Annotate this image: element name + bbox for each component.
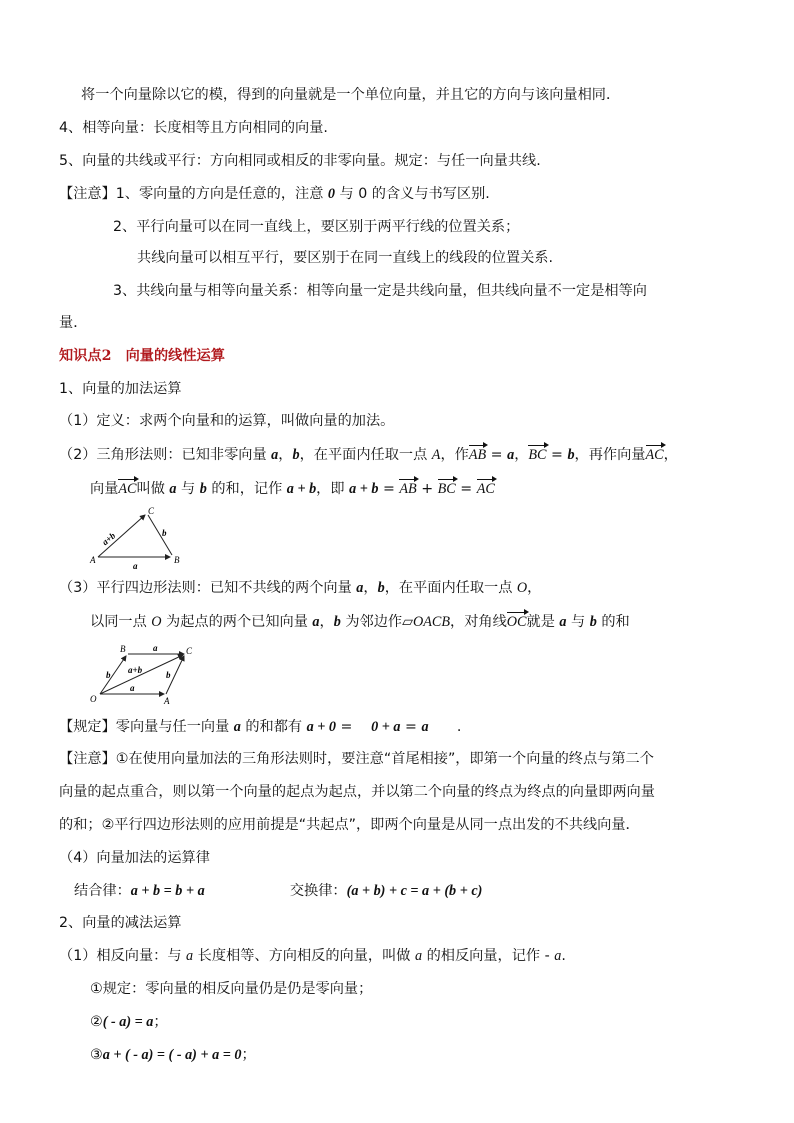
text: ，: [319, 614, 334, 630]
label-top-a: a: [153, 643, 158, 653]
vector-oc: OC: [506, 614, 527, 630]
opposite-vector: [59, 946, 566, 966]
subsection-subtraction: 2、向量的减法运算: [59, 915, 182, 931]
text: 就是: [526, 614, 560, 630]
label-a-plus-b: a+b: [100, 530, 118, 548]
label-bottom-a: a: [130, 683, 135, 693]
vector-a: a: [559, 614, 567, 630]
point-a: A: [431, 447, 441, 463]
edge-bc: [148, 515, 172, 555]
text: .: [428, 719, 462, 735]
text: ；: [241, 1047, 256, 1063]
note-1: [59, 184, 490, 204]
text: 与: [566, 614, 590, 630]
text: ；: [153, 1014, 168, 1030]
triangle-rule-continued: [90, 479, 495, 499]
text: ，: [527, 580, 542, 596]
text: ，在平面内任取一点: [384, 580, 517, 596]
label-b-point: B: [120, 644, 126, 654]
subsection-addition: 1、向量的加法运算: [59, 381, 182, 397]
text: ，: [363, 580, 378, 596]
vector-b: b: [292, 447, 300, 463]
addition-laws-title: （4）向量加法的运算律: [59, 850, 210, 866]
label-o-point: O: [90, 694, 97, 704]
sum-expression: a + b: [286, 481, 317, 497]
label-c-point: C: [186, 646, 193, 656]
text: 向量: [90, 481, 119, 497]
expression: a + ( - a) = ( - a) + a = 0: [102, 1047, 242, 1063]
text: ，: [663, 447, 678, 463]
vector-a: a: [312, 614, 320, 630]
triangle-diagram: [88, 503, 188, 571]
note-addition-3: 的和；②平行四边形法则的应用前提是“共起点”，即两个向量是从同一点出发的不共线向量．: [59, 817, 640, 833]
text: 长度相等、方向相反的向量，叫做: [193, 948, 415, 964]
text: =: [546, 447, 568, 463]
text: ，再作向量: [574, 447, 646, 463]
triangle-rule: [59, 445, 678, 465]
text: [205, 883, 290, 899]
text: 为起点的两个已知向量: [161, 614, 313, 630]
point-o: O: [151, 614, 162, 630]
vector-a: a: [271, 447, 279, 463]
label-a-point: A: [90, 555, 96, 565]
rule-opposite-zero: ①规定：零向量的相反向量仍是仍是零向量；: [90, 981, 373, 997]
text: =: [378, 481, 400, 497]
label-vec-b: b: [162, 528, 167, 538]
expression: 0 + a: [371, 719, 401, 735]
text: 的和都有: [240, 719, 307, 735]
parallelogram-name: OACB: [412, 614, 451, 630]
rule-sum-opposite: [90, 1045, 256, 1065]
vector-a: a: [414, 948, 423, 964]
parallelogram-rule-continued: [90, 612, 630, 632]
vector-a: a: [169, 481, 177, 497]
vector-ab: AB: [399, 481, 417, 497]
label-left-b: b: [106, 670, 111, 680]
text: =: [336, 719, 357, 735]
zero-vector-symbol: 0: [327, 186, 336, 202]
label-a-point: A: [164, 696, 170, 706]
item-equal-vectors: 4、相等向量：长度相等且方向相同的向量.: [59, 120, 328, 136]
point-o: O: [516, 580, 528, 596]
law-expression: a + b = b + a: [130, 883, 205, 899]
vector-b: b: [333, 614, 341, 630]
paragraph-unit-vector: 将一个向量除以它的模，得到的向量就是一个单位向量，并且它的方向与该向量相同．: [81, 87, 621, 103]
label-vec-a: a: [133, 561, 138, 571]
text: 以同一点: [90, 614, 152, 630]
expression: a: [421, 719, 429, 735]
text: =: [455, 481, 477, 497]
expression: ( - a) = a: [102, 1014, 154, 1030]
text: 与: [176, 481, 200, 497]
text: 【规定】零向量与任一向量: [59, 719, 234, 735]
vector-ac: AC: [118, 481, 137, 497]
vector-ac: AC: [476, 481, 495, 497]
vector-b: b: [567, 447, 575, 463]
note-1-text-a: 【注意】1、零向量的方向是任意的，注意: [59, 186, 328, 202]
text: （1）相反向量：与: [59, 948, 187, 964]
vector-a: a: [356, 580, 364, 596]
text: ，在平面内任取一点: [299, 447, 432, 463]
vector-b: b: [589, 614, 597, 630]
text: +: [416, 481, 438, 497]
vector-bc: BC: [437, 481, 456, 497]
note-2-continued: 共线向量可以相互平行，要区别于在同一直线上的线段的位置关系.: [137, 250, 553, 266]
item-collinear-vectors: 5、向量的共线或平行：方向相同或相反的非零向量。规定：与任一向量共线.: [59, 153, 541, 169]
text: ，对角线: [450, 614, 507, 630]
note-3-continued: 量．: [59, 315, 88, 331]
text: 的和，记作: [206, 481, 287, 497]
rule-zero-vector: [59, 717, 461, 737]
note-2: 2、平行向量可以在同一直线上，要区别于两平行线的位置关系；: [113, 219, 520, 235]
section-heading: 知识点2 向量的线性运算: [59, 348, 225, 364]
text: [357, 719, 371, 735]
vector-a: a: [186, 948, 194, 964]
note-3: 3、共线向量与相等向量关系：相等向量一定是共线向量，但共线向量不一定是相等向: [113, 283, 647, 299]
text: 结合律：: [74, 883, 131, 899]
text: （2）三角形法则：已知非零向量: [59, 447, 272, 463]
expression: a + 0: [306, 719, 337, 735]
vector-a: a: [507, 447, 515, 463]
text: =: [400, 719, 422, 735]
note-addition-2: 向量的起点重合，则以第一个向量的起点为起点，并以第二个向量的终点为终点的向量即两向量: [59, 784, 655, 800]
note-1-text-b: 与 0 的含义与书写区别.: [335, 186, 490, 202]
label-right-b: b: [166, 670, 171, 680]
law-expression: (a + b) + c = a + (b + c): [346, 883, 483, 899]
rule-double-opposite: [90, 1012, 168, 1032]
note-addition-1: 【注意】①在使用向量加法的三角形法则时，要注意“首尾相接”，即第一个向量的终点与第二个: [59, 751, 654, 767]
text: 的相反向量，记作 -: [422, 948, 555, 964]
addition-laws: [74, 881, 482, 901]
vector-b: b: [377, 580, 385, 596]
label-b-point: B: [174, 555, 180, 565]
vector-ac: AC: [645, 447, 664, 463]
vector-a: a: [233, 719, 241, 735]
label-c-point: C: [148, 506, 155, 516]
text: 为邻边作▱: [340, 614, 413, 630]
text: ②: [90, 1014, 103, 1030]
text: ，即: [316, 481, 350, 497]
text: 交换律：: [289, 883, 347, 899]
vector-b: b: [199, 481, 207, 497]
text: ，: [514, 447, 529, 463]
text: ③: [90, 1047, 103, 1063]
vector-ab: AB: [468, 447, 487, 463]
text: 的和: [596, 614, 630, 630]
label-a-plus-b: a+b: [128, 665, 143, 675]
vector-bc: BC: [528, 447, 547, 463]
text: .: [561, 948, 566, 964]
vector-a: a: [554, 948, 562, 964]
parallelogram-rule: [59, 578, 541, 598]
text: （3）平行四边形法则：已知不共线的两个向量: [59, 580, 357, 596]
parallelogram-diagram: [88, 640, 200, 708]
definition-addition: （1）定义：求两个向量和的运算，叫做向量的加法。: [59, 413, 395, 429]
text: ，: [278, 447, 293, 463]
sum-expression: a + b: [349, 481, 379, 497]
text: =: [486, 447, 508, 463]
text: 叫做: [136, 481, 170, 497]
text: ，作: [440, 447, 469, 463]
